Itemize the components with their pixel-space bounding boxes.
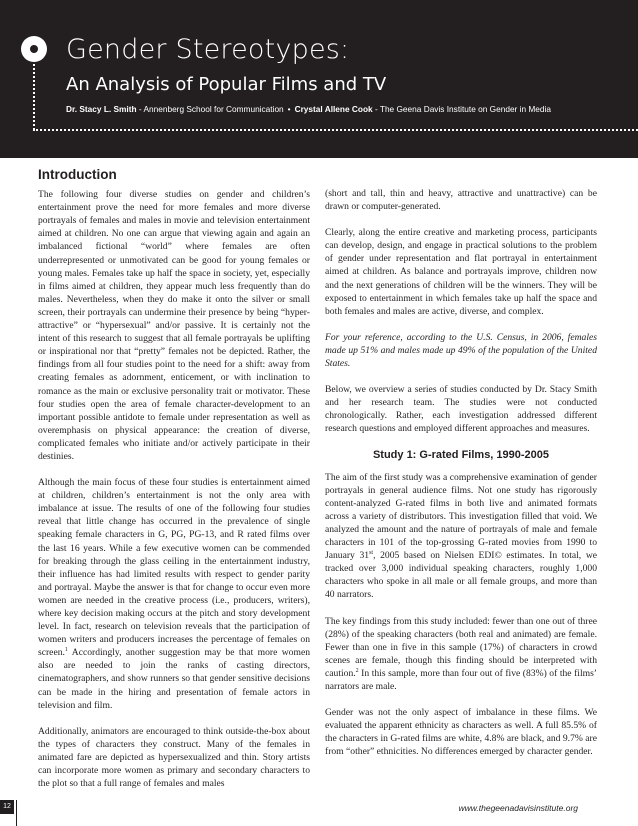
footnote-ref: 2 (355, 667, 359, 674)
paragraph (325, 471, 597, 602)
paragraph-text: In this sample, more than four out of five (83%) of the films’ narrators are male. (325, 667, 597, 692)
section-heading-introduction: Introduction (38, 167, 117, 182)
paragraph: Gender was not the only aspect of imbalance in these films. We evaluated the apparent ethnicity as characters as well. A full 85.5% of the characters in G-rated films are white, 4.8% are black, and 9.7% are from “other” ethnicities. No differences emerged by character gender. (325, 707, 597, 758)
paragraph-text: Although the main focus of these four studies is entertainment aimed at children, children’s entertainment is not the only area with imbalance at issue. The results of one of the following four studies reveal that little change has occurred in the prevalence of single speaking female characters in G, PG, PG-13, and R rated films over the last 16 years. While a few executive women can be commended for breaking through the glass ceiling in the entertainment industry, their influence has had limited results with respect to gender parity and portrayal. Maybe the answer is that for change to occur even more women are needed in the creative process (i.e., producers, writers), where key decision making occurs at the pitch and story development level. In fact, research on television reveals that the participation of women writers and producers increases the percentage of females on screen. (38, 477, 310, 659)
left-column (38, 168, 310, 803)
census-note: For your reference, according to the U.S. Census, in 2006, females made up 51% and males made up 49% of the population of the United States. (325, 331, 597, 370)
dotted-line-horizontal (33, 129, 638, 131)
paragraph: The following four diverse studies on gender and children’s entertainment prove the need for more females and more diverse portrayals of females and males in movie and television entertainment aimed at children. No one can argue that viewing again and again an imbalanced fictional “world” where females are often underrepresented or unmotivated can be good for young females or young males. Females take up half the space in society, yet, especially in films aimed at children, they appear much less frequently than do males. Nevertheless, when they do make it onto the silver or small screen, their portrayals can undermine their presence by being “hyper-attractive” or “hypersexual” and/or passive. It is certainly not the intent of this research to suggest that all female portrayals be uplifting or inspirational nor that “pretty” females not be depicted. Rather, the findings from all four studies point to the need for a shift: away from creating females as adornment, enticement, or with inclination to romance as the main or exclusive personality trait or motivator. These four studies open the area of female character-development to an important possible antidote to female under representation as well as overemphasis on physical appearance: the creation of diverse, complicated females who initiate and/or actively participate in their destinies. (38, 189, 310, 462)
bullet-dot-icon (21, 36, 47, 62)
author-line (66, 104, 551, 114)
paragraph-text: The aim of the first study was a comprehensive examination of gender portrayals in general audience films. Not one study has rigorously content-analyzed G-rated films in both live and animated formats across a variety of distributors. This investigation filled that void. We analyzed the amount and the nature of portrayals of male and female characters in 101 of the top-grossing G-rated movies from 1990 to January 31 (325, 471, 597, 562)
page-number: 12 (0, 800, 14, 814)
page-title: Gender Stereotypes: (66, 34, 350, 65)
superscript: st (369, 549, 374, 556)
footer-url[interactable]: www.thegeenadavisinstitute.org (458, 803, 578, 813)
author1-name: Dr. Stacy L. Smith (66, 104, 137, 114)
footnote-ref: 1 (64, 647, 68, 654)
author2-affiliation: - The Geena Davis Institute on Gender in Media (372, 104, 551, 114)
paragraph: Below, we overview a series of studies conducted by Dr. Stacy Smith and her research team. The studies were not conducted chronologically. Rather, each investigation addressed different research questions and employed different approaches and measures. (325, 384, 597, 435)
page-number-rule (16, 800, 17, 826)
paragraph (38, 476, 310, 712)
dotted-line-vertical (33, 64, 35, 130)
author1-affiliation: - Annenberg School for Communication (136, 104, 284, 114)
author2-name: Crystal Allene Cook (294, 104, 373, 114)
paragraph-text: , 2005 based on Nielsen EDI© estimates. In total, we tracked over 3,000 individual speaking characters, roughly 1,000 characters who spoke in all male or all female groups, and more than 40 narrators. (325, 550, 598, 601)
paragraph: (short and tall, thin and heavy, attractive and unattractive) can be drawn or computer-generated. (325, 188, 597, 213)
page-subtitle: An Analysis of Popular Films and TV (66, 74, 387, 95)
paragraph-text: The key findings from this study included: fewer than one out of three (28%) of the speaking characters (both real and animated) are female. Fewer than one in five in this sample (17%) of characters in crowd scenes are female, though this finding should be interpreted with caution. (325, 615, 597, 679)
paragraph-text: Accordingly, another suggestion may be that more women also are needed to join the ranks of casting directors, cinematographers, and show runners so that gender sensitive decisions can be made in the hiring and presentation of female actors in television and film. (38, 647, 310, 711)
right-column (325, 187, 597, 771)
paragraph: Additionally, animators are encouraged to think outside-the-box about the types of characters they construct. Many of the females in animated fare are depicted as hypersexualized and thin. Story artists can incorporate more women as primary and secondary characters to the plot so that a full range of females and males (38, 725, 310, 790)
paragraph: Clearly, along the entire creative and marketing process, participants can develop, design, and engage in practical solutions to the problem of gender under representation and flat portrayal in entertainment aimed at children. As balance and portrayals improve, children now and the next generations of children will be the winners. They will be exposed to entertainment in which females take up half the space and both females and males are active, diverse, and complex. (325, 227, 597, 317)
study-heading: Study 1: G-rated Films, 1990-2005 (372, 448, 550, 461)
header-banner (0, 0, 638, 158)
author-separator: • (287, 104, 291, 114)
paragraph (325, 615, 597, 694)
